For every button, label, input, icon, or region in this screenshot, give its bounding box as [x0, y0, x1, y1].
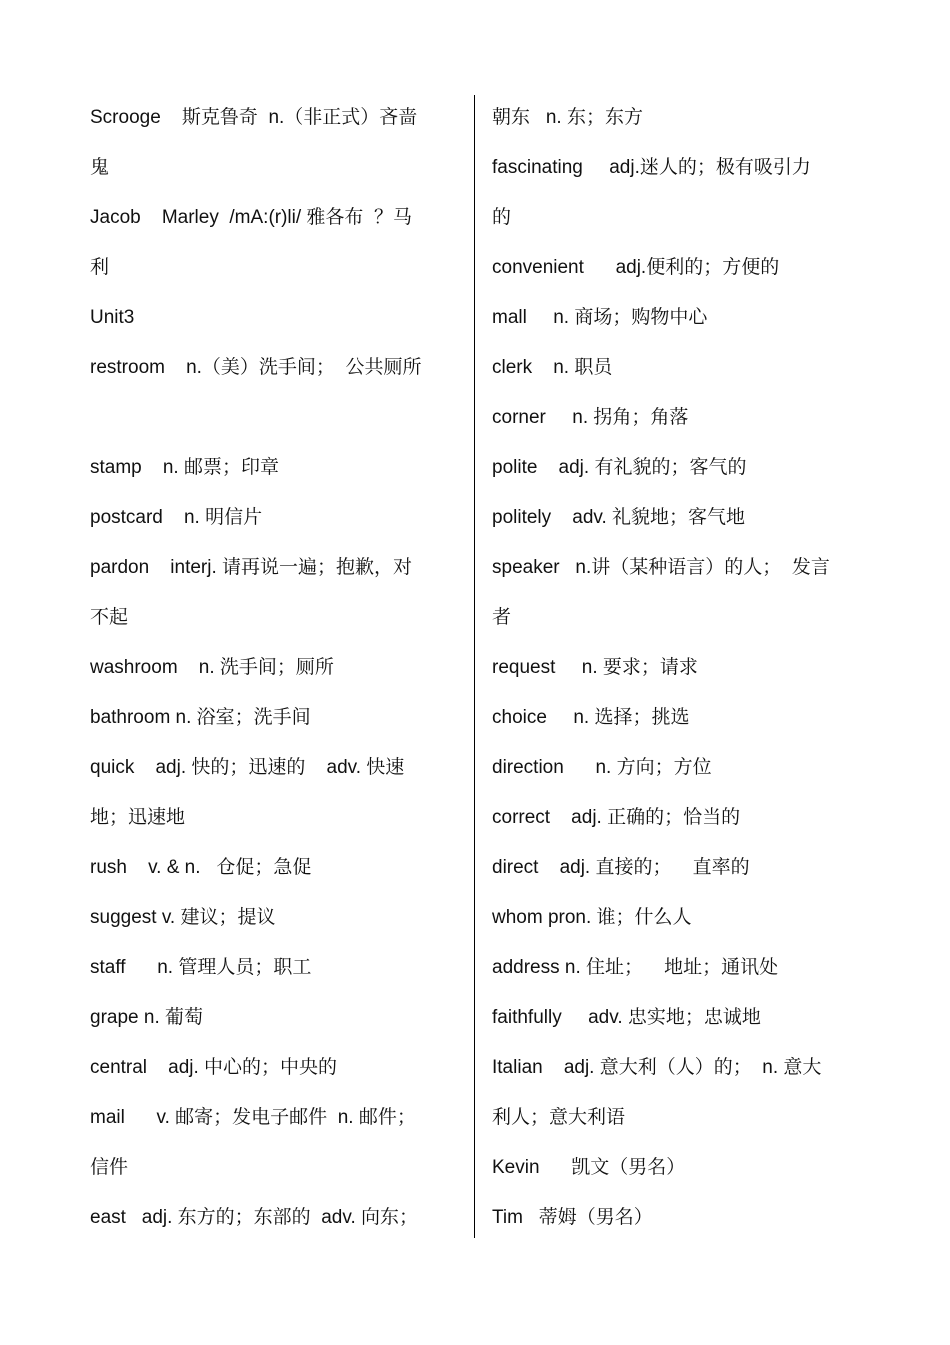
vocab-line: bathroom n. 浴室；洗手间: [90, 707, 311, 728]
vocab-line: 的: [492, 207, 512, 228]
vocab-line: clerk n. 职员: [492, 357, 613, 378]
vocab-line: politely adv. 礼貌地；客气地: [492, 507, 746, 528]
vocab-line: grape n. 葡萄: [90, 1007, 203, 1028]
vocab-line: staff n. 管理人员；职工: [90, 957, 312, 978]
left-column: [90, 95, 460, 1245]
column-divider: [474, 95, 475, 1238]
vocab-line: Italian adj. 意大利（人）的； n. 意大: [492, 1057, 822, 1078]
vocab-line: corner n. 拐角；角落: [492, 407, 689, 428]
vocab-line: convenient adj.便利的；方便的: [492, 257, 780, 278]
vocab-line: Unit3: [90, 307, 135, 328]
vocab-line: Kevin 凯文（男名）: [492, 1157, 686, 1178]
vocab-line: central adj. 中心的；中央的: [90, 1057, 338, 1078]
vocab-line: correct adj. 正确的；恰当的: [492, 807, 741, 828]
right-column: [492, 95, 864, 1245]
vocab-line: faithfully adv. 忠实地；忠诚地: [492, 1007, 761, 1028]
vocab-line: suggest v. 建议；提议: [90, 907, 276, 928]
vocab-line: fascinating adj.迷人的；极有吸引力: [492, 157, 811, 178]
vocab-line: 鬼: [90, 157, 110, 178]
vocab-line: Scrooge 斯克鲁奇 n.（非正式）吝啬: [90, 107, 418, 128]
vocab-line: whom pron. 谁；什么人: [492, 907, 692, 928]
vocab-line: choice n. 选择；挑选: [492, 707, 690, 728]
vocab-line: direction n. 方向；方位: [492, 757, 712, 778]
vocab-line: 朝东 n. 东；东方: [492, 107, 643, 128]
vocab-line: quick adj. 快的；迅速的 adv. 快速: [90, 757, 405, 778]
vocab-line: restroom n.（美）洗手间； 公共厕所: [90, 357, 422, 378]
vocab-line: east adj. 东方的；东部的 adv. 向东；: [90, 1207, 419, 1228]
vocab-line: 不起: [90, 607, 129, 628]
vocab-line: Jacob Marley /mA:(r)li/ 雅各布 ？马: [90, 207, 412, 228]
vocab-line: 者: [492, 607, 512, 628]
vocab-line: request n. 要求；请求: [492, 657, 698, 678]
vocab-line: postcard n. 明信片: [90, 507, 263, 528]
vocab-line: 信件: [90, 1157, 129, 1178]
vocab-line: 利: [90, 257, 110, 278]
vocab-line: pardon interj. 请再说一遍；抱歉，对: [90, 557, 413, 578]
vocab-line: mall n. 商场；购物中心: [492, 307, 708, 328]
vocab-line: direct adj. 直接的； 直率的: [492, 857, 750, 878]
vocab-line: washroom n. 洗手间；厕所: [90, 657, 334, 678]
vocab-line: address n. 住址； 地址；通讯处: [492, 957, 779, 978]
blank-line: [90, 395, 460, 445]
vocab-line: 地；迅速地: [90, 807, 186, 828]
vocab-line: 利人；意大利语: [492, 1107, 626, 1128]
vocab-line: polite adj. 有礼貌的；客气的: [492, 457, 747, 478]
vocab-line: Tim 蒂姆（男名）: [492, 1207, 653, 1228]
vocab-line: mail v. 邮寄；发电子邮件 n. 邮件；: [90, 1107, 416, 1128]
vocab-line: stamp n. 邮票；印章: [90, 457, 279, 478]
vocab-line: rush v. & n. 仓促；急促: [90, 857, 312, 878]
vocab-line: speaker n.讲（某种语言）的人； 发言: [492, 557, 830, 578]
